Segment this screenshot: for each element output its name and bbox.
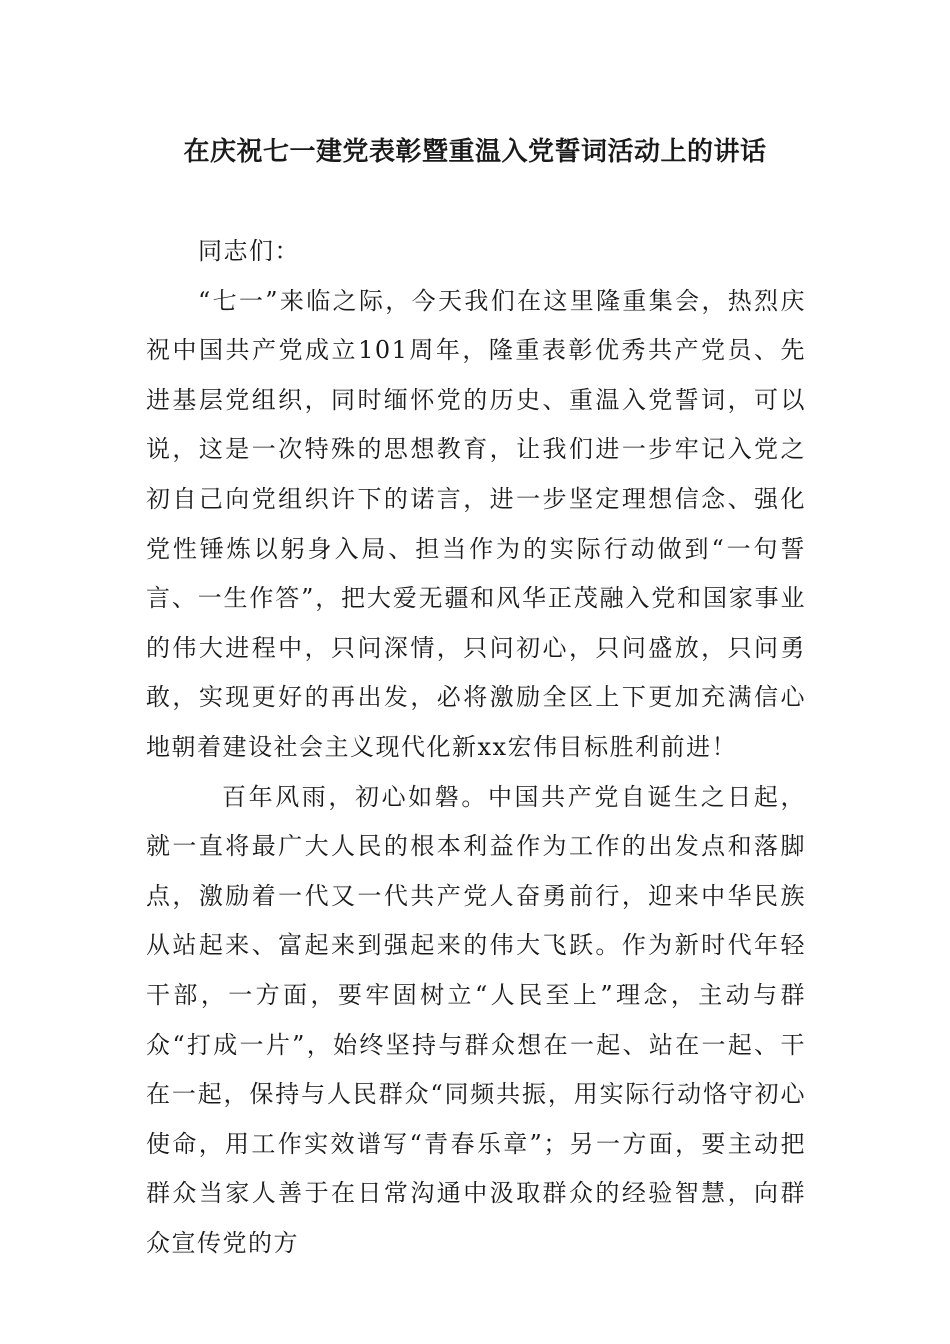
paragraph-2: 百年风雨，初心如磐。中国共产党自诞生之日起，就一直将最广大人民的根本利益作为工作的出发点和落脚点，激励着一代又一代共产党人奋勇前行，迎来中华民族从站起来、富起来到强起来的伟大飞跃。作为新时代年轻干部，一方面，要牢固树立“人民至上”理念，主动与群众“打成一片”，始终坚持与群众想在一起、站在一起、干在一起，保持与人民群众“同频共振，用实际行动恪守初心使命，用工作实效谱写“青春乐章”；另一方面，要主动把群众当家人善于在日常沟通中汲取群众的经验智慧，向群众宣传党的方 (146, 782, 806, 1257)
paragraph-1: “七一”来临之际，今天我们在这里隆重集会，热烈庆祝中国共产党成立101周年，隆重表彰优秀共产党员、先进基层党组织，同时缅怀党的历史、重温入党誓词，可以说，这是一次特殊的思想教育，让我们进一步牢记入党之初自己向党组织许下的诺言，进一步坚定理想信念、强化党性锤炼以躬身入局、担当作为的实际行动做到“一句誓言、一生作答”，把大爱无疆和风华正茂融入党和国家事业的伟大进程中，只问深情，只问初心，只问盛放，只问勇敢，实现更好的再出发，必将激励全区上下更加充满信心地朝着建设社会主义现代化新xx宏伟目标胜利前进！ (146, 286, 806, 761)
greeting: 同志们： (198, 237, 300, 265)
document-title: 在庆祝七一建党表彰暨重温入党誓词活动上的讲话 (183, 137, 767, 167)
document-body (146, 227, 806, 1268)
